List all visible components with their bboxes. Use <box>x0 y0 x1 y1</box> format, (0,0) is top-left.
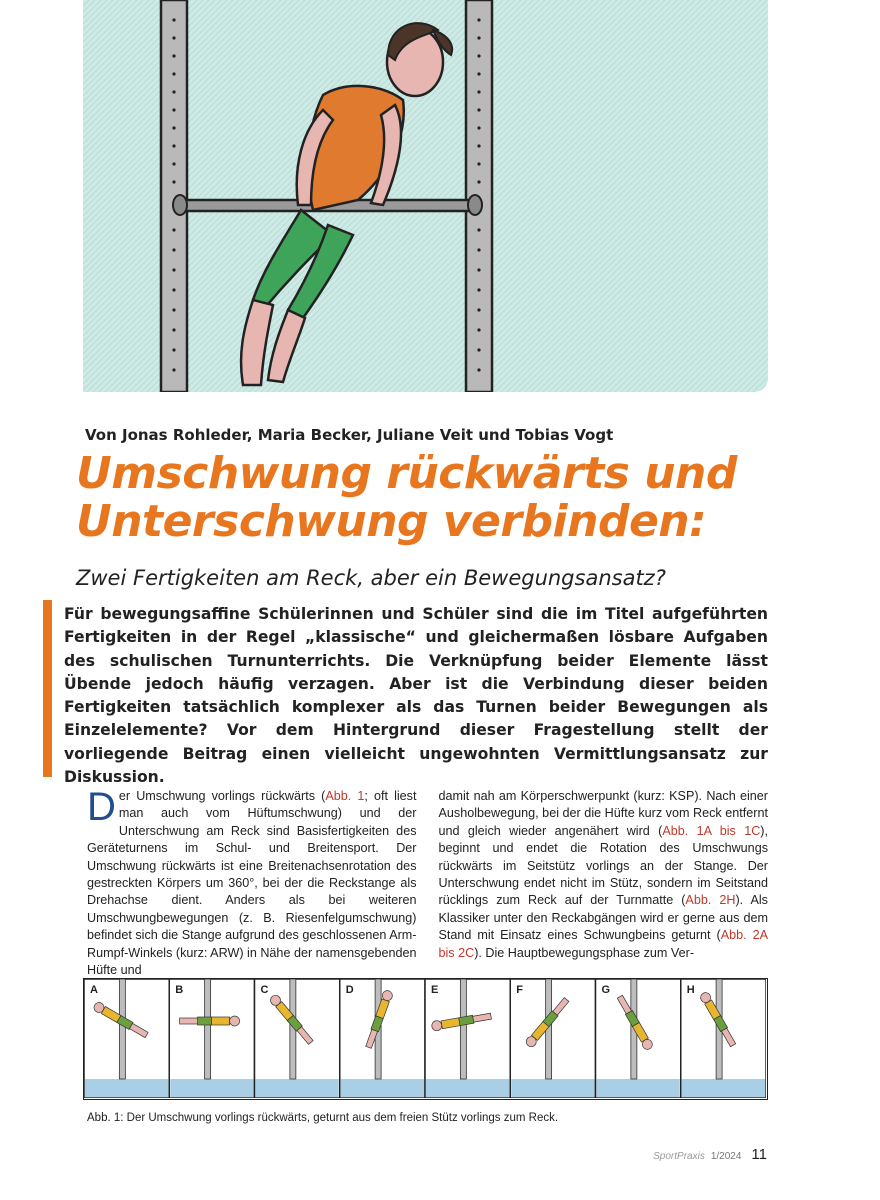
figure-reference[interactable]: Abb. 2H <box>685 893 736 908</box>
figure-caption: Abb. 1: Der Umschwung vorlings rückwärts, geturnt aus dem freien Stütz vorlings zum Reck. <box>87 1112 559 1124</box>
sequence-panel-c <box>255 979 340 1098</box>
sequence-panel-f <box>510 979 595 1098</box>
panel-label: F <box>516 984 523 996</box>
article-title <box>76 450 836 546</box>
sequence-panel-h <box>681 979 766 1098</box>
page-footer <box>653 1146 767 1163</box>
dropcap: D <box>87 785 116 829</box>
figure-reference[interactable]: Abb. 2A bis 2C <box>438 928 768 960</box>
sequence-panel-b <box>169 979 254 1098</box>
figure-reference[interactable]: Abb. 1A bis 1C <box>662 823 761 838</box>
panel-label: E <box>431 984 439 996</box>
body-column-1: Der Umschwung vorlings rückwärts (Abb. 1; oft liest man auch vom Hüftumschwung) und der Unterschwung am Reck sind Basisfertigkeiten des Geräteturnens im Schul- und Breitensport. Der Umschwung rückwärts ist eine Breitenachsenrotation des gestreckten Körpers um 360°, bei der die Reckstange als Drehachse dient. Anders als bei weiteren Umschwungbewegungen (z. B. Riesenfelgumschwung) befindet sich die Stange aufgrund des geschlossenen Arm-Rumpf-Winkels (kurz: ARW) in Nähe der namensgebenden Hüfte und <box>87 785 417 978</box>
sequence-panel-e <box>425 979 510 1098</box>
body-columns <box>87 785 768 978</box>
lead-paragraph: Für bewegungsaffine Schülerinnen und Schüler sind die im Titel aufgeführten Fertigkeiten in der Regel „klassische“ und gleichermaßen lösbare Aufgaben des schulischen Turnunterrichts. Die Verknüpfung beider Elemente lässt Übende jedoch häufig verzagen. Aber ist die Verbindung dieser beiden Fertigkeiten tatsächlich komplexer als das Turnen beider Bewegungen als Einzelelemente? Vor dem Hintergrund dieser Fragestellung stellt der vorliegende Beitrag einen vielleicht ungewohnten Vermittlungsansatz zur Diskussion. <box>64 605 768 787</box>
figure-reference[interactable]: Abb. 1 <box>325 789 365 803</box>
panel-label: D <box>345 984 354 996</box>
gymnast-drawing <box>83 0 768 392</box>
body-column-2: damit nah am Körperschwerpunkt (kurz: KSP). Nach einer Ausholbewegung, bei der die Hüfte kurz vom Reck entfernt und gleich wieder angenähert wird (Abb. 1A bis 1C), beginnt und endet die Rotation des Umschwungs rückwärts im Seitstütz vorlings an der Stange. Der Unterschwung endet nicht im Stütz, sondern im Seitstand rücklings zum Reck auf der Turnmatte (Abb. 2H). Als Klassiker unter den Reckabgängen wird er gerne aus dem Stand mit Einsatz eines Schwungbeins geturnt (Abb. 2A bis 2C). Die Hauptbewegungsphase zum Ver- <box>438 789 768 960</box>
panel-label: H <box>686 984 695 996</box>
panel-label: G <box>601 984 611 996</box>
figure-sequence-strip <box>83 978 768 1100</box>
sequence-panels <box>84 979 766 1098</box>
panel-label: B <box>175 984 184 996</box>
hero-illustration <box>83 0 768 392</box>
panel-label: A <box>90 984 98 996</box>
page-number: 11 <box>751 1146 767 1163</box>
sequence-panel-g <box>596 979 681 1098</box>
title-line-2: Unterschwung verbinden: <box>76 496 707 547</box>
title-line-1: Umschwung rückwärts und <box>76 448 737 499</box>
magazine-name: SportPraxis <box>653 1151 705 1162</box>
lead-accent-bar <box>43 600 52 777</box>
sequence-panel-d <box>340 979 425 1098</box>
sequence-panel-a <box>84 979 169 1098</box>
author-byline: Von Jonas Rohleder, Maria Becker, Juliane Veit und Tobias Vogt <box>85 426 614 444</box>
panel-label: C <box>260 984 269 996</box>
article-subtitle: Zwei Fertigkeiten am Reck, aber ein Bewegungsansatz? <box>76 566 666 590</box>
issue-number: 1/2024 <box>710 1151 742 1162</box>
